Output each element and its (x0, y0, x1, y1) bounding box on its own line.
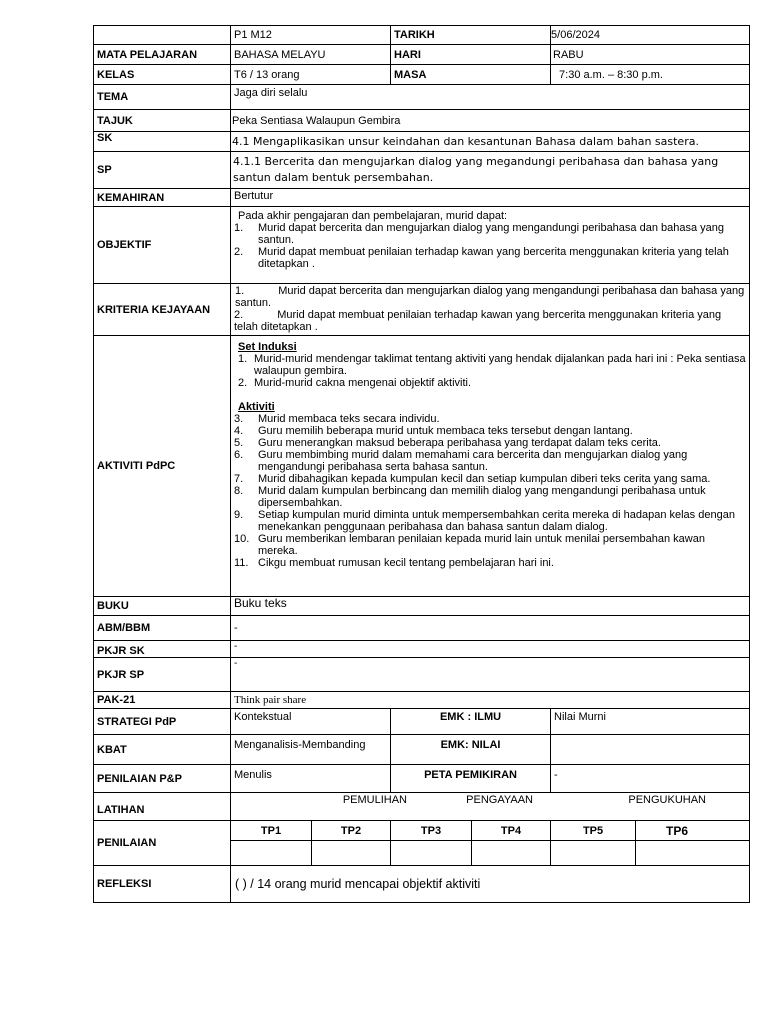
buku-value: Buku teks (231, 597, 750, 616)
objektif-intro: Pada akhir pengajaran dan pembelajaran, murid dapat: (238, 210, 508, 222)
mata-pelajaran-label: MATA PELAJARAN (94, 45, 231, 65)
peta-pemikiran-value: - (551, 765, 750, 793)
abm-row (94, 616, 750, 641)
refleksi-row (94, 866, 750, 903)
latihan-label: LATIHAN (94, 793, 231, 821)
list-item: 8. Murid dalam kumpulan berbincang dan memilih dialog yang mengandungi peribahasa untuk dipersembahkan. (234, 485, 706, 509)
tp6-score (636, 841, 750, 866)
refleksi-label: REFLEKSI (94, 866, 231, 903)
list-item: 1. Murid dapat bercerita dan mengujarkan dialog yang mengandungi peribahasa dan bahasa yang santun. (234, 222, 724, 246)
list-item: 10. Guru memberikan lembaran penilaian kepada murid lain untuk menilai persembahan kawan mereka. (234, 533, 705, 557)
tp6-header: TP6 (636, 821, 750, 841)
sp-label: SP (94, 152, 231, 189)
penilaian-pp-row (94, 765, 750, 793)
tp2-header: TP2 (312, 821, 391, 841)
kemahiran-value: Bertutur (231, 189, 750, 207)
buku-label: BUKU (94, 597, 231, 616)
strategi-row (94, 709, 750, 735)
tp3-score (391, 841, 472, 866)
hari-label: HARI (391, 45, 551, 65)
emk-nilai-label: EMK: NILAI (391, 735, 551, 765)
aktiviti-list (234, 413, 746, 569)
sk-value: 4.1 Mengaplikasikan unsur keindahan dan kesantunan Bahasa dalam bahan sastera. (231, 132, 750, 152)
list-item: 2. Murid dapat membuat penilaian terhadap kawan yang bercerita menggunakan kriteria yang telah ditetapkan . (234, 309, 722, 333)
kbat-value: Menganalisis-Membanding (231, 735, 391, 765)
kemahiran-row (94, 189, 750, 207)
tp1-header: TP1 (231, 821, 312, 841)
hari-value: RABU (551, 45, 750, 65)
tema-label: TEMA (94, 85, 231, 110)
kriteria-row (94, 284, 750, 336)
sp-value: 4.1.1 Bercerita dan mengujarkan dialog yang megandungi peribahasa dan bahasa yang santun dalam bentuk persembahan. (231, 152, 750, 189)
list-item: 6. Guru membimbing murid dalam memahami cara bercerita dan mengujarkan dialog yang mengandungi peribahasa serta bahasa santun. (234, 449, 688, 473)
lesson-code: P1 M12 (231, 26, 391, 45)
kbat-label: KBAT (94, 735, 231, 765)
refleksi-value: ( ) / 14 orang murid mencapai objektif aktiviti (231, 866, 750, 903)
aktiviti-content (231, 336, 750, 597)
latihan-row (94, 793, 750, 821)
penilaian-pp-label: PENILAIAN P&P (94, 765, 231, 793)
pengayaan-label: PENGAYAAN (466, 794, 533, 806)
pemulihan-label: PEMULIHAN (342, 794, 407, 806)
aktiviti-heading: Aktiviti (238, 401, 275, 413)
penilaian-label: PENILAIAN (94, 821, 231, 866)
kriteria-label: KRITERIA KEJAYAAN (94, 284, 231, 336)
abm-label: ABM/BBM (94, 616, 231, 641)
masa-label: MASA (391, 65, 551, 85)
objektif-list (234, 222, 746, 270)
pkjr-sk-value: - (231, 641, 750, 658)
tp1-score (231, 841, 312, 866)
pkjr-sk-label: PKJR SK (94, 641, 231, 658)
list-item: 5. Guru menerangkan maksud beberapa peribahasa yang terdapat dalam teks cerita. (234, 437, 661, 449)
header-row-class (94, 65, 750, 85)
penilaian-pp-value: Menulis (231, 765, 391, 793)
tema-row (94, 85, 750, 110)
tema-value: Jaga diri selalu (231, 85, 750, 110)
list-item: 9. Setiap kumpulan murid diminta untuk mempersembahkan cerita mereka di hadapan kelas dengan menekankan penggunaan peribahasa dan bahasa santun dalam dialog. (234, 509, 735, 533)
header-empty-cell (94, 26, 231, 45)
sp-row (94, 152, 750, 189)
list-item: 1. Murid dapat bercerita dan mengujarkan dialog yang mengandungi peribahasa dan bahasa yang santun. (235, 285, 745, 309)
peta-pemikiran-label: PETA PEMIKIRAN (391, 765, 551, 793)
abm-value: - (231, 616, 750, 641)
list-item: 4. Guru memilih beberapa murid untuk membaca teks tersebut dengan lantang. (234, 425, 633, 437)
objektif-content (231, 207, 750, 284)
header-row-subject (94, 45, 750, 65)
pkjr-sk-row (94, 641, 750, 658)
strategi-label: STRATEGI PdP (94, 709, 231, 735)
masa-value: 7:30 a.m. – 8:30 p.m. (551, 65, 750, 85)
kriteria-content (231, 284, 750, 336)
kbat-row (94, 735, 750, 765)
objektif-label: OBJEKTIF (94, 207, 231, 284)
sk-row (94, 132, 750, 152)
kelas-value: T6 / 13 orang (231, 65, 391, 85)
tp4-score (472, 841, 551, 866)
list-item: 2. Murid dapat membuat penilaian terhadap kawan yang bercerita menggunakan kriteria yang telah ditetapkan . (234, 246, 729, 270)
set-induksi-list (234, 353, 746, 389)
pkjr-sp-value: - (231, 658, 750, 692)
tajuk-label: TAJUK (94, 110, 231, 132)
tarikh-label: TARIKH (391, 26, 551, 45)
tajuk-row (94, 110, 750, 132)
tp3-header: TP3 (391, 821, 472, 841)
pak21-value: Think pair share (231, 692, 750, 709)
objektif-row (94, 207, 750, 284)
latihan-content (231, 793, 750, 821)
emk-ilmu-label: EMK : ILMU (391, 709, 551, 735)
strategi-value: Kontekstual (231, 709, 391, 735)
tarikh-value: 5/06/2024 (551, 26, 750, 45)
pak21-label: PAK-21 (94, 692, 231, 709)
tajuk-value: Peka Sentiasa Walaupun Gembira (231, 110, 750, 132)
mata-pelajaran-value: BAHASA MELAYU (231, 45, 391, 65)
pkjr-sp-row (94, 658, 750, 692)
tp5-score (551, 841, 636, 866)
set-induksi-heading: Set Induksi (238, 341, 297, 353)
kemahiran-label: KEMAHIRAN (94, 189, 231, 207)
tp2-score (312, 841, 391, 866)
buku-row (94, 597, 750, 616)
pkjr-sp-label: PKJR SP (94, 658, 231, 692)
sk-label: SK (94, 132, 231, 152)
emk-ilmu-value: Nilai Murni (551, 709, 750, 735)
emk-nilai-value (551, 735, 750, 765)
list-item: 1. Murid-murid mendengar taklimat tentang aktiviti yang hendak dijalankan pada hari ini : Peka sentiasa walaupun gembira. (238, 353, 746, 377)
tp5-header: TP5 (551, 821, 636, 841)
lesson-plan-table (93, 25, 750, 903)
kelas-label: KELAS (94, 65, 231, 85)
aktiviti-label: AKTIVITI PdPC (94, 336, 231, 597)
tp4-header: TP4 (472, 821, 551, 841)
pengukuhan-label: PENGUKUHAN (628, 794, 706, 806)
penilaian-tp-row (94, 821, 750, 841)
list-item: 11. Cikgu membuat rumusan kecil tentang pembelajaran hari ini. (234, 557, 554, 569)
pak21-row (94, 692, 750, 709)
list-item: 3. Murid membaca teks secara individu. (234, 413, 440, 425)
header-row-code (94, 26, 750, 45)
list-item: 7. Murid dibahagikan kepada kumpulan kecil dan setiap kumpulan diberi teks cerita yang sama. (234, 473, 711, 485)
aktiviti-row (94, 336, 750, 597)
list-item: 2. Murid-murid cakna mengenai objektif aktiviti. (238, 377, 472, 389)
